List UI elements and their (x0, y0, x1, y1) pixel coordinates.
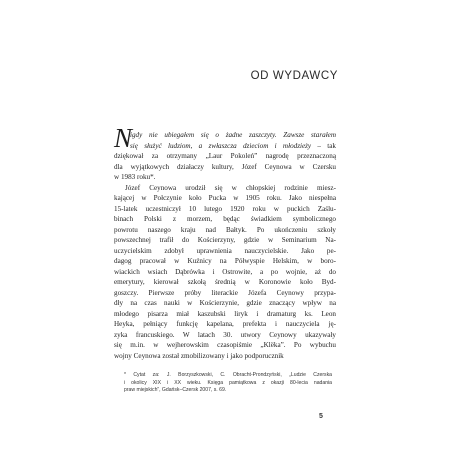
body-line-text: 15-latek uczestniczył 10 lutego 1920 roku w puckich Zaślu- (114, 204, 336, 213)
body-line-text: goszczy. Pierwsze próby literackie Józefa Ceynowy przypa- (114, 288, 336, 297)
page-heading: OD WYDAWCY (250, 70, 338, 82)
body-line (114, 298, 336, 309)
body-line (114, 319, 336, 330)
body-line-text: dagog pracował w Kuźnicy na Półwyspie Helskim, w boro- (114, 257, 336, 265)
footnote-line: * Cytat za: J. Borzyszkowski, C. Obracht-Prondzyński, „Ludzie Czerska (124, 372, 332, 378)
body-line (114, 162, 336, 173)
body-line-text: młodego pisarza miał kaszubski liryk i dramaturg ks. Leon (114, 309, 336, 318)
body-line-text: dziękował za otrzymany „Laur Pokoleń” nagrodę przeznaczoną (114, 152, 336, 160)
body-line-text: zyka francuskiego. W latach 30. utwory Ceynowy ukazywały (114, 330, 336, 339)
body-line-text: się służyć ludziom, a zwłaszcza dzieciom i młodzieży (130, 141, 312, 150)
body-line-text: uczycielskim zdobył uprawnienia nauczycielskie. Jako pe- (114, 246, 336, 255)
body-line (114, 141, 336, 152)
footnote-line: praw miejskich”, Gdańsk–Czersk 2007, s. 69. (124, 387, 227, 394)
body-line-text: wojny Ceynowa został zmobilizowany i jako podporucznik (114, 351, 284, 360)
body-line (114, 277, 336, 288)
body-line-text: dły na czas nauki w Kościerzynie, gdzie znaczący wpływ na (114, 299, 336, 307)
body-line-text: się m.in. w wejherowskim czasopiśmie „Klëka”. Po wybuchu (114, 341, 336, 349)
body-line (114, 256, 336, 267)
body-line-text: dla wyjątkowych działaczy kultury, Józef Ceynowa w Czersku (114, 162, 336, 171)
body-line-tail: – tak (311, 141, 336, 150)
footnote-line: i okolicy XIX i XX wieku. Księga pamiątkowa z okazji 80-lecia nadania (124, 379, 332, 386)
body-line-text: powszechnej trafił do Kościerzyny, gdzie w Seminarium Na- (114, 236, 336, 244)
body-line (114, 340, 336, 351)
body-line (114, 235, 336, 246)
body-line (114, 172, 336, 183)
body-line (114, 351, 336, 362)
body-line (114, 151, 336, 162)
body-line (114, 130, 336, 141)
footnote (124, 372, 332, 395)
body-line-text: wiackich wsiach Dąbrówka i Ostrowite, a po wojnie, aż do (114, 267, 336, 276)
body-text (114, 130, 336, 361)
body-line-text: igdy nie ubiegałem się o żadne zaszczyty. Zawsze starałem (130, 131, 336, 139)
body-line (114, 330, 336, 341)
drop-cap-letter: N (114, 123, 133, 153)
body-line (114, 214, 336, 225)
body-line (114, 225, 336, 236)
body-line-text: binach Polski z morzem, będąc świadkiem symbolicznego (114, 215, 336, 223)
body-line (114, 267, 336, 278)
body-line-text: kającej w Połczynie koło Pucka w 1905 roku. Jako niespełna (114, 194, 336, 202)
body-line-text: powrotu naszego kraju nad Bałtyk. Po ukończeniu szkoły (114, 225, 336, 234)
body-line (114, 183, 336, 194)
body-line (114, 204, 336, 215)
body-line-text: Józef Ceynowa urodził się w chłopskiej rodzinie miesz- (125, 183, 336, 192)
body-line-text: w 1983 roku*. (114, 173, 156, 181)
body-line (114, 288, 336, 299)
body-line (114, 246, 336, 257)
body-line (114, 309, 336, 320)
page-number: 5 (319, 413, 323, 420)
body-line-text: Heyka, pełniący funkcję kapelana, prefekta i nauczyciela ję- (114, 320, 336, 328)
body-line-text: emerytury, kierował szkołą średnią w Koronowie koło Byd- (114, 278, 336, 286)
body-line (114, 193, 336, 204)
